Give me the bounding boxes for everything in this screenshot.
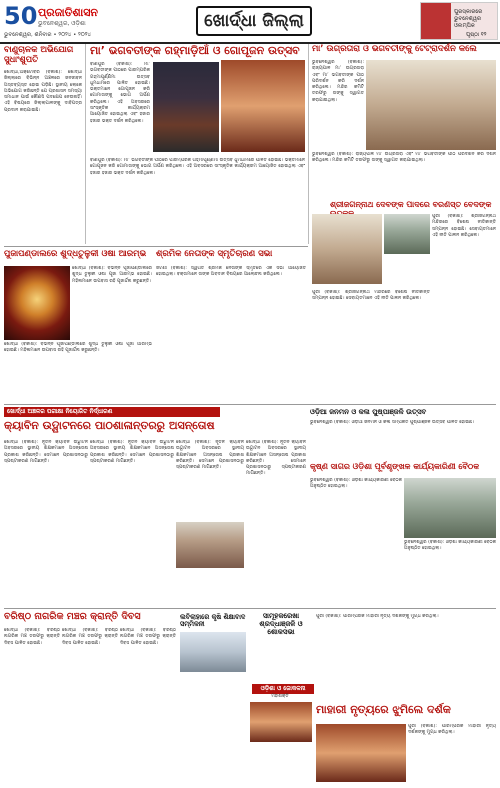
headline-s4: ଶ୍ରୀଜଗନ୍ନାଥ ଦେବଙ୍କ ପାଦରେ ବରଣସ୍ତ ବେଦଙ୍କ [330, 200, 492, 209]
story-body-s4b: ପୁରୀ (ବିକାଶ): ଶ୍ରୀଜଗନ୍ନାଥ ମନ୍ଦିରରେ ବିଶେଷ ନୀତିକାନ୍ତି ସମ୍ପନ୍ନ ହୋଇଛି। ସେବାୟତମାନେ ଏହି ନୀତି ପାଳନ କରିଥିଲେ। [312, 290, 430, 302]
story-body-s5: ଖୋର୍ଦ୍ଧା (ବିକାଶ): ବିଭିନ୍ନ ପୂଜାପଣ୍ଡାଲରେ ଶୁଦ୍ଧ ତୁଳୁକୀ ଓଷା ପୂଜା ଆରମ୍ଭ ହୋଇଛି। ମହିଳାମାନେ ଉପବାସ ରହି ପୂଜାର୍ଚ୍ଚନା କରୁଛନ୍ତି। [72, 266, 152, 284]
photo-meeting [404, 478, 496, 538]
photo-idol [4, 266, 70, 340]
photo-priests [384, 214, 430, 254]
headline-s9: ଓଡ଼ିଆ ଜନମନ ଓ କଳା ପୁଷ୍ପାଞ୍ଜଳି ଉତ୍ସବ [310, 408, 427, 416]
headline-s1: ବାଣୁଚାଳକ ଅଭିଯୋଗ ସୁଧାଂଶୁପତି [4, 45, 74, 65]
logo-50-icon: 50 [4, 2, 38, 30]
page-number: ପୃଷ୍ଠା ୧୨ [466, 32, 487, 38]
headline-s3: ମା’ ଉଗ୍ରତାରା ଓ ଭଗବତୀଙ୍କୁ ଟେଟ୍ରାଦର୍ଶନ କଲେ [312, 44, 477, 54]
promo-text: ପୁରସ୍କାରରେ ଭୁବନେଶ୍ୱର ଓଲମ୍ପିକ [454, 9, 483, 29]
story-body-s11a: ଖୋର୍ଦ୍ଧା (ବିକାଶ): ବରିଷ୍ଠ ନାଗରିକ ମଞ୍ଚ ତରଫରୁ କ୍ରାନ୍ତି ଦିବସ ପାଳିତ ହୋଇଛି। [4, 628, 60, 646]
divider [308, 44, 309, 244]
paper-name: ପ୍ରଜାତିଶାସନ [38, 6, 98, 19]
photo-temple [153, 62, 219, 152]
headline-s12: ଲବିଲାହାରେ କୃଷି ଶିକ୍ଷାବାଦ ସମ୍ମିଳନୀ [180, 613, 246, 629]
story-body-s9: ଭୁବନେଶ୍ୱର (ବିକାଶ): ଓଡ଼ିଆ ଜନମନ ଓ କଳା ସମ୍ପର୍କିତ ପୁଷ୍ପାଞ୍ଜଳି ଉତ୍ସବ ପାଳିତ ହୋଇଛି। [310, 420, 475, 425]
story-body-s6: ଜଟଣୀ (ବିକାଶ): ସ୍ୱର୍ଗତ ଶ୍ରମିକ ନେତାଙ୍କ ସ୍ମୃତିରେ ଏକ ସଭା ଆୟୋଜିତ ହୋଇଥିଲା। ବକ୍ତାମାନେ ତାଙ୍କ ଅବଦାନ ବିଷୟରେ ଆଲୋଚନା କରିଥିଲେ। [156, 266, 306, 278]
promo-image [421, 3, 451, 39]
photo-temple-ritual [312, 214, 382, 284]
story-body-s4: ପୁରୀ (ବିକାଶ): ଶ୍ରୀଜଗନ୍ନାଥ ମନ୍ଦିରରେ ବିଶେଷ ନୀତିକାନ୍ତି ସମ୍ପନ୍ନ ହୋଇଛି। ସେବାୟତମାନେ ଏହି ନୀତି ପାଳନ କରିଥିଲେ। [432, 214, 496, 238]
headline-s6: ଶ୍ରମିକ ନେତାଙ୍କ ସ୍ମୃତିଚାରଣ ସଭା [156, 249, 273, 259]
story-body-s13 [250, 640, 312, 680]
photo-ritual [221, 60, 305, 152]
headline-s13: ସାମୂହକରେଖା ଶ୍ରଦ୍ଧାଞ୍ଜଳି ଓ ଶୋକସଭା [259, 612, 303, 637]
story-body-s2b: ବାଣପୁର (ବିକାଶ): ମା’ ଭଗବତୀଙ୍କ ପୀଠରେ ପାରମ୍ପରିକ ଗହ୍ମାପୂର୍ଣ୍ଣିମା ଉତ୍ସବ ଧୁମଧାମରେ ପାଳିତ ହୋଇଛି। ଭକ୍ତମାନେ ଗୋପୂଜନ କରି ଗୋମାତାଙ୍କୁ ଭୋଗ ଅର୍ପଣ କରିଥିଲେ। ଏହି ଅବସରରେ ସାଂସ୍କୃତିକ କାର୍ଯ୍ୟକ୍ରମ ଆୟୋଜିତ ହୋଇଥିଲା ଏବଂ ହଜାର ହଜାର ଭକ୍ତ ଦର୍ଶନ କରିଥିଲେ। [90, 158, 305, 176]
odisha-tag: ଓଡ଼ିଶା ଓ ଜୋକଳନା [252, 684, 314, 694]
section-title: ଖୋର୍ଦ୍ଧା ଜିଲ୍ଲା [196, 6, 312, 36]
headline-s7: ଖୋର୍ଦ୍ଧା ଅଞ୍ଚଳର ପରୀକ୍ଷା ନିୟୋଜିତ ନିର୍ଦ୍ଧାରଣ [4, 407, 220, 417]
story-body-s12 [180, 674, 246, 784]
divider [4, 246, 308, 247]
story-body-s3b: ଭୁବନେଶ୍ୱର (ବିକାଶ): ରାଜ୍ୟପାଳ ମା’ ଉଗ୍ରତାରା ଏବଂ ମା’ ଭଗବତୀଙ୍କ ପୀଠ ପରିଦର୍ଶନ କରି ଦର୍ଶନ କରିଥିଲେ। ମନ୍ଦିର କମିଟି ତରଫରୁ ତାଙ୍କୁ ସ୍ୱାଗତ କରାଯାଇଥିଲା। [312, 152, 496, 164]
story-body-s10: ଭୁବନେଶ୍ୱର (ବିକାଶ): ଓଡ଼ିଶା କାର୍ଯ୍ୟକାରିଣୀ ବୈଠକ ଅନୁଷ୍ଠିତ ହୋଇଥିଲା। [310, 478, 402, 490]
divider [4, 404, 496, 405]
tagline: ଭୁବନେଶ୍ୱର, ଓଡ଼ିଶା [38, 20, 86, 27]
story-body-s8b: ଖୋର୍ଦ୍ଧା (ବିକାଶ): ନୂତନ କ୍ୟାବିନ ଉଦ୍ଘାଟନ ଅବସରରେ ସ୍ଥାନୀୟ ଶିକ୍ଷକମାନେ ଅସନ୍ତୋଷ ପ୍ରକାଶ କରିଛନ୍ତି। ସେମାନେ ପ୍ରଶାସନଠାରୁ ସ୍ପଷ୍ଟୀକରଣ ମାଗିଛନ୍ତି। [90, 440, 174, 464]
dateline: ଭୁବନେଶ୍ୱର, ଶନିବାର • ୨୦୨୪ • ୨୦୨୪ [4, 32, 92, 38]
headline-s14: ମାହାରୀ ନୃତ୍ୟରେ ଝୁମିଲେ ଦର୍ଶକ [316, 703, 451, 716]
story-body-s2a: ବାଣପୁର (ବିକାଶ): ମା’ ଭଗବତୀଙ୍କ ପୀଠରେ ପାରମ୍ପରିକ ଗହ୍ମାପୂର୍ଣ୍ଣିମା ଉତ୍ସବ ଧୁମଧାମରେ ପାଳିତ ହୋଇଛି। ଭକ୍ତମାନେ ଗୋପୂଜନ କରି ଗୋମାତାଙ୍କୁ ଭୋଗ ଅର୍ପଣ କରିଥିଲେ। ଏହି ଅବସରରେ ସାଂସ୍କୃତିକ କାର୍ଯ୍ୟକ୍ରମ ଆୟୋଜିତ ହୋଇଥିଲା ଏବଂ ହଜାର ହଜାର ଭକ୍ତ ଦର୍ଶନ କରିଥିଲେ। [90, 62, 150, 124]
photo-seminar [180, 632, 246, 672]
story-body-s11b: ଖୋର୍ଦ୍ଧା (ବିକାଶ): ବରିଷ୍ଠ ନାଗରିକ ମଞ୍ଚ ତରଫରୁ କ୍ରାନ୍ତି ଦିବସ ପାଳିତ ହୋଇଛି। [62, 628, 118, 646]
story-body-s8a: ଖୋର୍ଦ୍ଧା (ବିକାଶ): ନୂତନ କ୍ୟାବିନ ଉଦ୍ଘାଟନ ଅବସରରେ ସ୍ଥାନୀୟ ଶିକ୍ଷକମାନେ ଅସନ୍ତୋଷ ପ୍ରକାଶ କରିଛନ୍ତି। ସେମାନେ ପ୍ରଶାସନଠାରୁ ସ୍ପଷ୍ଟୀକରଣ ମାଗିଛନ୍ତି। [4, 440, 88, 464]
story-body-s5b: ଖୋର୍ଦ୍ଧା (ବିକାଶ): ବିଭିନ୍ନ ପୂଜାପଣ୍ଡାଲରେ ଶୁଦ୍ଧ ତୁଳୁକୀ ଓଷା ପୂଜା ଆରମ୍ଭ ହୋଇଛି। ମହିଳାମାନେ ଉପବାସ ରହି ପୂଜାର୍ଚ୍ଚନା କରୁଛନ୍ତି। [4, 342, 152, 354]
story-body-s14: ପୁରୀ (ବିକାଶ): ପାରମ୍ପରିକ ମାହାରୀ ନୃତ୍ୟ ଦର୍ଶକଙ୍କୁ ମୁଗ୍ଧ କରିଥିଲା। [408, 724, 496, 736]
headline-s2: ମା’ ଭଗବତୀଙ୍କ ଗହ୍ମାଡ଼ିଆଁ ଓ ଗୋପୂଜନ ଉତ୍ସବ [90, 44, 300, 57]
story-body-s8c: ଖୋର୍ଦ୍ଧା (ବିକାଶ): ନୂତନ କ୍ୟାବିନ ଉଦ୍ଘାଟନ ଅବସରରେ ସ୍ଥାନୀୟ ଶିକ୍ଷକମାନେ ଅସନ୍ତୋଷ ପ୍ରକାଶ କରିଛନ୍ତି। ସେମାନେ ପ୍ରଶାସନଠାରୁ ସ୍ପଷ୍ଟୀକରଣ ମାଗିଛନ୍ତି। [176, 440, 244, 471]
story-body-s11c: ଖୋର୍ଦ୍ଧା (ବିକାଶ): ବରିଷ୍ଠ ନାଗରିକ ମଞ୍ଚ ତରଫରୁ କ୍ରାନ୍ତି ଦିବସ ପାଳିତ ହୋଇଛି। [120, 628, 176, 646]
story-body-s1: ଖୋର୍ଦ୍ଧା,ଅକ୍ଟୋବର (ବିକାଶ): ଖୋର୍ଦ୍ଧା ଜିଲ୍ଲାରେ ବିଭିନ୍ନ ଅଞ୍ଚଳରେ ଜନଜୀବନ ଅସ୍ତବ୍ୟସ୍ତ ହୋଇ ପଡ଼ିଛି। ସ୍ଥାନୀୟ ଲୋକେ ଅଭିଯୋଗ କରିଛନ୍ତି ଯେ ପ୍ରଶାସନ ସମସ୍ୟା ସମାଧାନ ପାଇଁ କୌଣସି ପଦକ୍ଷେପ ନେଉନାହିଁ। ଏହି ବିଷୟରେ ଜିଲ୍ଲାପାଳଙ୍କୁ ଦାବିପତ୍ର ପ୍ରଦାନ କରାଯାଇଛି। [4, 70, 82, 113]
photo-dance [316, 724, 406, 782]
headline-s10: କୃଷ୍ଣ ସାଗର ଓଡ଼ିଶା ପୂର୍ବଶୃଙ୍ଖଳ କାର୍ଯ୍ୟକାରିଣୀ ବୈଠକ [310, 462, 480, 471]
divider [85, 44, 86, 244]
headline-s11: ବରିଷ୍ଠ ନାଗରିକ ମଞ୍ଚର କ୍ରାନ୍ତି ଦିବସ [4, 611, 141, 622]
story-body-s14b: ପୁରୀ (ବିକାଶ): ପାରମ୍ପରିକ ମାହାରୀ ନୃତ୍ୟ ଦର୍ଶକଙ୍କୁ ମୁଗ୍ଧ କରିଥିଲା। [316, 614, 439, 619]
photo-inauguration [176, 522, 244, 568]
odisha-sub: ମହାଶକ୍ତି [271, 694, 289, 699]
story-body-s8d: ଖୋର୍ଦ୍ଧା (ବିକାଶ): ନୂତନ କ୍ୟାବିନ ଉଦ୍ଘାଟନ ଅବସରରେ ସ୍ଥାନୀୟ ଶିକ୍ଷକମାନେ ଅସନ୍ତୋଷ ପ୍ରକାଶ କରିଛନ୍ତି। ସେମାନେ ପ୍ରଶାସନଠାରୁ ସ୍ପଷ୍ଟୀକରଣ ମାଗିଛନ୍ତି। [246, 440, 306, 477]
story-body-s3: ଭୁବନେଶ୍ୱର (ବିକାଶ): ରାଜ୍ୟପାଳ ମା’ ଉଗ୍ରତାରା ଏବଂ ମା’ ଭଗବତୀଙ୍କ ପୀଠ ପରିଦର୍ଶନ କରି ଦର୍ଶନ କରିଥିଲେ। ମନ୍ଦିର କମିଟି ତରଫରୁ ତାଙ୍କୁ ସ୍ୱାଗତ କରାଯାଇଥିଲା। [312, 60, 364, 103]
photo-visit [366, 60, 496, 150]
divider [4, 608, 496, 609]
headline-s5: ପୁଜାପଣ୍ଡାଲରେ ଶୁଦ୍ଧତୁଳୁକୀ ଓଷା ଆରମ୍ଭ [4, 249, 147, 259]
story-body-s10b: ଭୁବନେଶ୍ୱର (ବିକାଶ): ଓଡ଼ିଶା କାର୍ଯ୍ୟକାରିଣୀ ବୈଠକ ଅନୁଷ୍ଠିତ ହୋଇଥିଲା। [404, 540, 496, 552]
headline-s8: କ୍ୟାବିନ ଉଦ୍ଘାଟନରେ ପାଠଶାଳାନ୍ତରରୁ ଅସନ୍ତୋଷ [4, 419, 215, 432]
photo-ceremony [250, 702, 312, 742]
